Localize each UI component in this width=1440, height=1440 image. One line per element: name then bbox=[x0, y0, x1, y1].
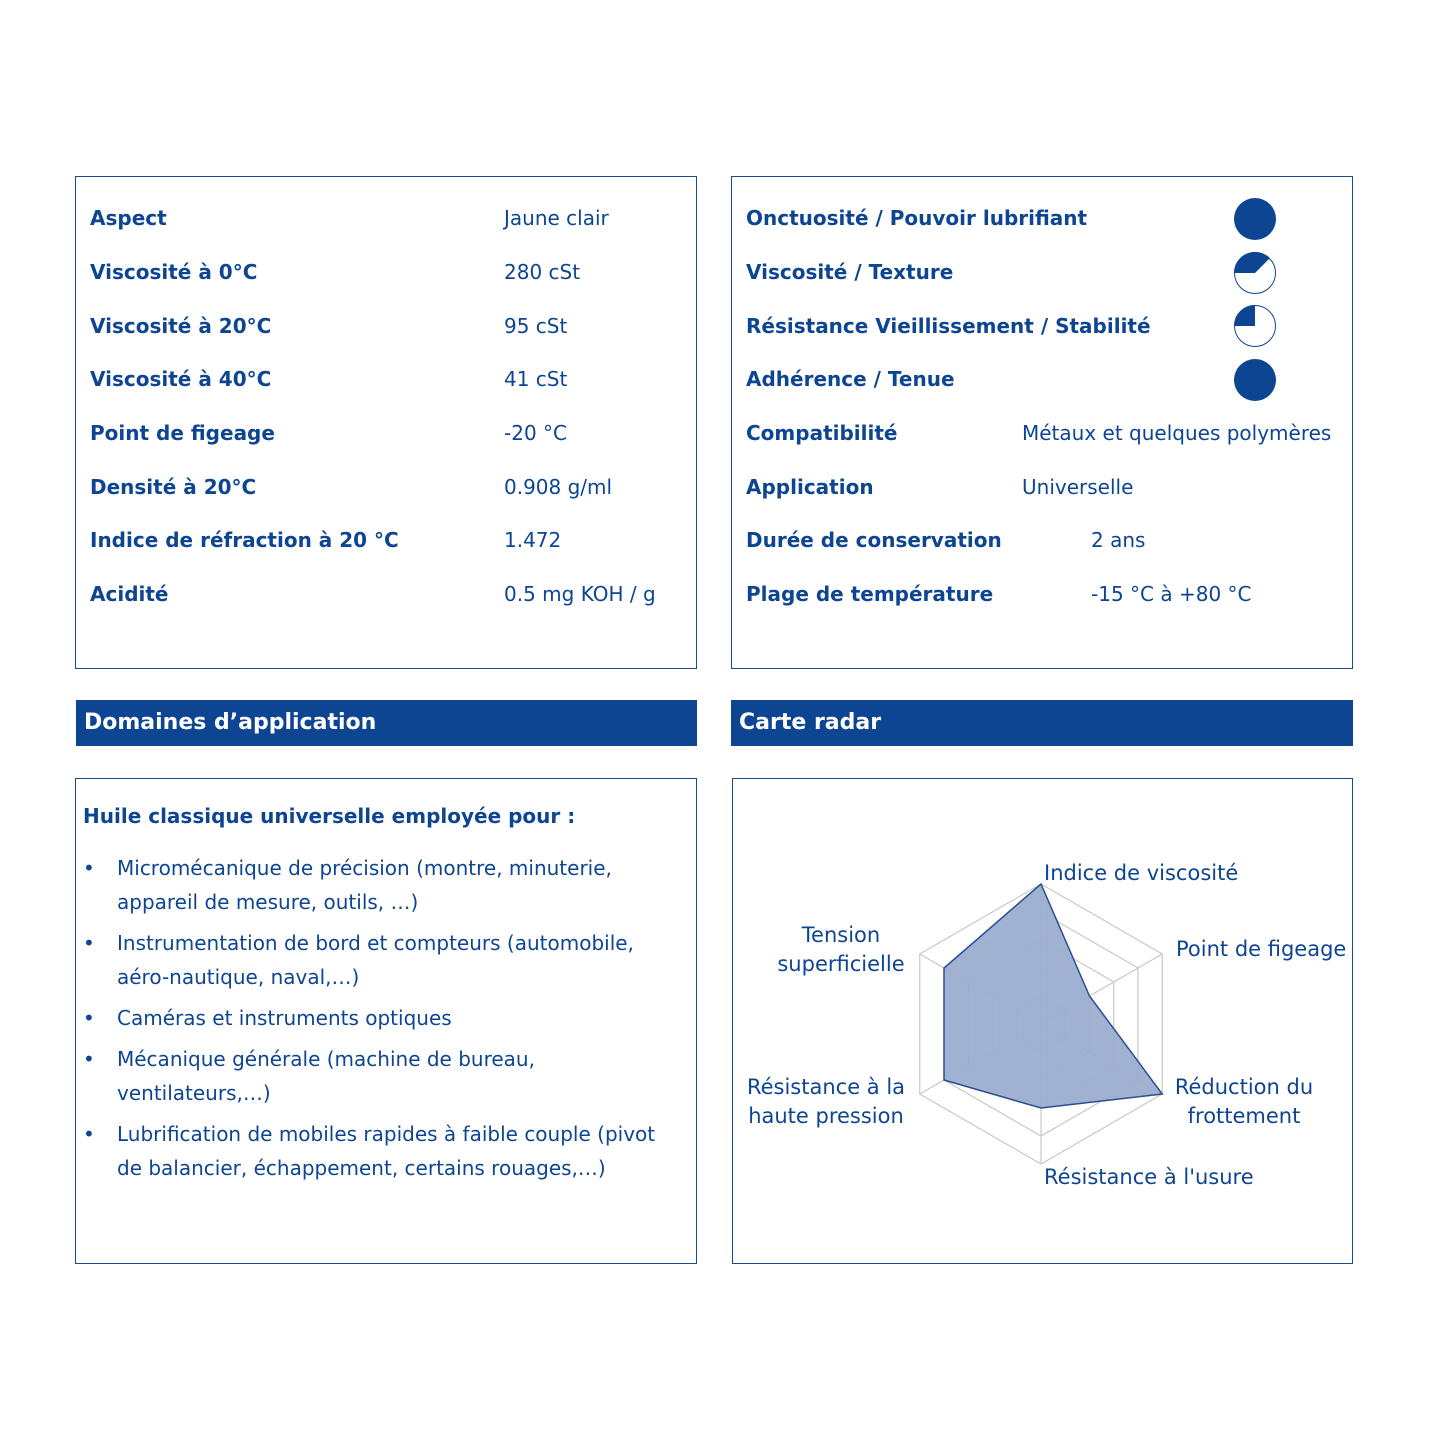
property-value: 95 cSt bbox=[504, 314, 568, 338]
bullet-icon: • bbox=[83, 1122, 95, 1146]
property-row bbox=[76, 311, 696, 341]
list-item-text: Lubrification de mobiles rapides à faible couple (pivot de balancier, échappement, certains rouages,…) bbox=[117, 1122, 656, 1180]
property-label: Aspect bbox=[90, 206, 167, 230]
list-item bbox=[76, 1042, 686, 1110]
applications-section-header: Domaines d’application bbox=[76, 700, 697, 746]
spec-label: Plage de température bbox=[746, 582, 994, 606]
spec-label: Compatibilité bbox=[746, 421, 898, 445]
list-item bbox=[76, 926, 686, 994]
list-item bbox=[76, 1001, 686, 1035]
property-value: 41 cSt bbox=[504, 367, 568, 391]
property-label: Viscosité à 20°C bbox=[90, 314, 272, 338]
bullet-icon: • bbox=[83, 1006, 95, 1030]
radar-section-header: Carte radar bbox=[731, 700, 1353, 746]
rating-label: Adhérence / Tenue bbox=[746, 367, 955, 391]
property-value: Jaune clair bbox=[504, 206, 609, 230]
property-value: -20 °C bbox=[504, 421, 567, 445]
spec-value: Universelle bbox=[1022, 475, 1134, 499]
spec-value: -15 °C à +80 °C bbox=[1091, 582, 1252, 606]
radar-axis-label: Indice de viscosité bbox=[1044, 861, 1239, 885]
applications-intro: Huile classique universelle employée pour : bbox=[83, 804, 576, 828]
applications-panel bbox=[75, 778, 697, 1264]
properties-panel bbox=[75, 176, 697, 669]
spec-row bbox=[732, 525, 1352, 555]
property-row bbox=[76, 418, 696, 448]
property-value: 280 cSt bbox=[504, 260, 581, 284]
property-row bbox=[76, 203, 696, 233]
radar-axis-label: Point de figeage bbox=[1176, 937, 1347, 961]
spec-label: Durée de conservation bbox=[746, 528, 1002, 552]
bullet-icon: • bbox=[83, 856, 95, 880]
list-item-text: Mécanique générale (machine de bureau, ventilateurs,…) bbox=[117, 1047, 535, 1105]
property-row bbox=[76, 364, 696, 394]
spec-row bbox=[732, 418, 1352, 448]
rating-circle-icon bbox=[1233, 358, 1277, 402]
radar-series-area bbox=[944, 884, 1162, 1108]
spec-row bbox=[732, 472, 1352, 502]
radar-axis-label: Résistance à la haute pression bbox=[746, 1075, 906, 1128]
radar-axis-label: Tension superficielle bbox=[777, 923, 905, 976]
property-label: Densité à 20°C bbox=[90, 475, 257, 499]
property-row bbox=[76, 525, 696, 555]
radar-chart-panel bbox=[732, 778, 1353, 1264]
applications-list bbox=[76, 851, 686, 1192]
property-row bbox=[76, 579, 696, 609]
property-row bbox=[76, 472, 696, 502]
property-row bbox=[76, 257, 696, 287]
list-item-text: Micromécanique de précision (montre, minuterie, appareil de mesure, outils, …) bbox=[117, 856, 612, 914]
property-value: 0.5 mg KOH / g bbox=[504, 582, 656, 606]
list-item bbox=[76, 851, 686, 919]
property-label: Indice de réfraction à 20 °C bbox=[90, 528, 399, 552]
list-item-text: Instrumentation de bord et compteurs (automobile, aéro-nautique, naval,…) bbox=[117, 931, 634, 989]
spec-row bbox=[732, 579, 1352, 609]
list-item bbox=[76, 1117, 686, 1185]
rating-circle-icon bbox=[1233, 304, 1277, 348]
ratings-panel bbox=[731, 176, 1353, 669]
bullet-icon: • bbox=[83, 1047, 95, 1071]
property-label: Point de figeage bbox=[90, 421, 275, 445]
spec-value: Métaux et quelques polymères bbox=[1022, 421, 1332, 445]
radar-axis-label: Réduction du frottement bbox=[1174, 1075, 1314, 1128]
property-value: 1.472 bbox=[504, 528, 562, 552]
rating-circle-icon bbox=[1233, 197, 1277, 241]
rating-label: Viscosité / Texture bbox=[746, 260, 954, 284]
bullet-icon: • bbox=[83, 931, 95, 955]
spec-value: 2 ans bbox=[1091, 528, 1146, 552]
rating-label: Résistance Vieillissement / Stabilité bbox=[746, 314, 1151, 338]
spec-label: Application bbox=[746, 475, 874, 499]
rating-label: Onctuosité / Pouvoir lubrifiant bbox=[746, 206, 1088, 230]
property-value: 0.908 g/ml bbox=[504, 475, 613, 499]
list-item-text: Caméras et instruments optiques bbox=[117, 1006, 452, 1030]
radar-chart bbox=[733, 779, 1352, 1263]
property-label: Viscosité à 0°C bbox=[90, 260, 258, 284]
radar-axis-label: Résistance à l'usure bbox=[1044, 1165, 1254, 1189]
property-label: Acidité bbox=[90, 582, 169, 606]
rating-circle-icon bbox=[1233, 251, 1277, 295]
property-label: Viscosité à 40°C bbox=[90, 367, 272, 391]
